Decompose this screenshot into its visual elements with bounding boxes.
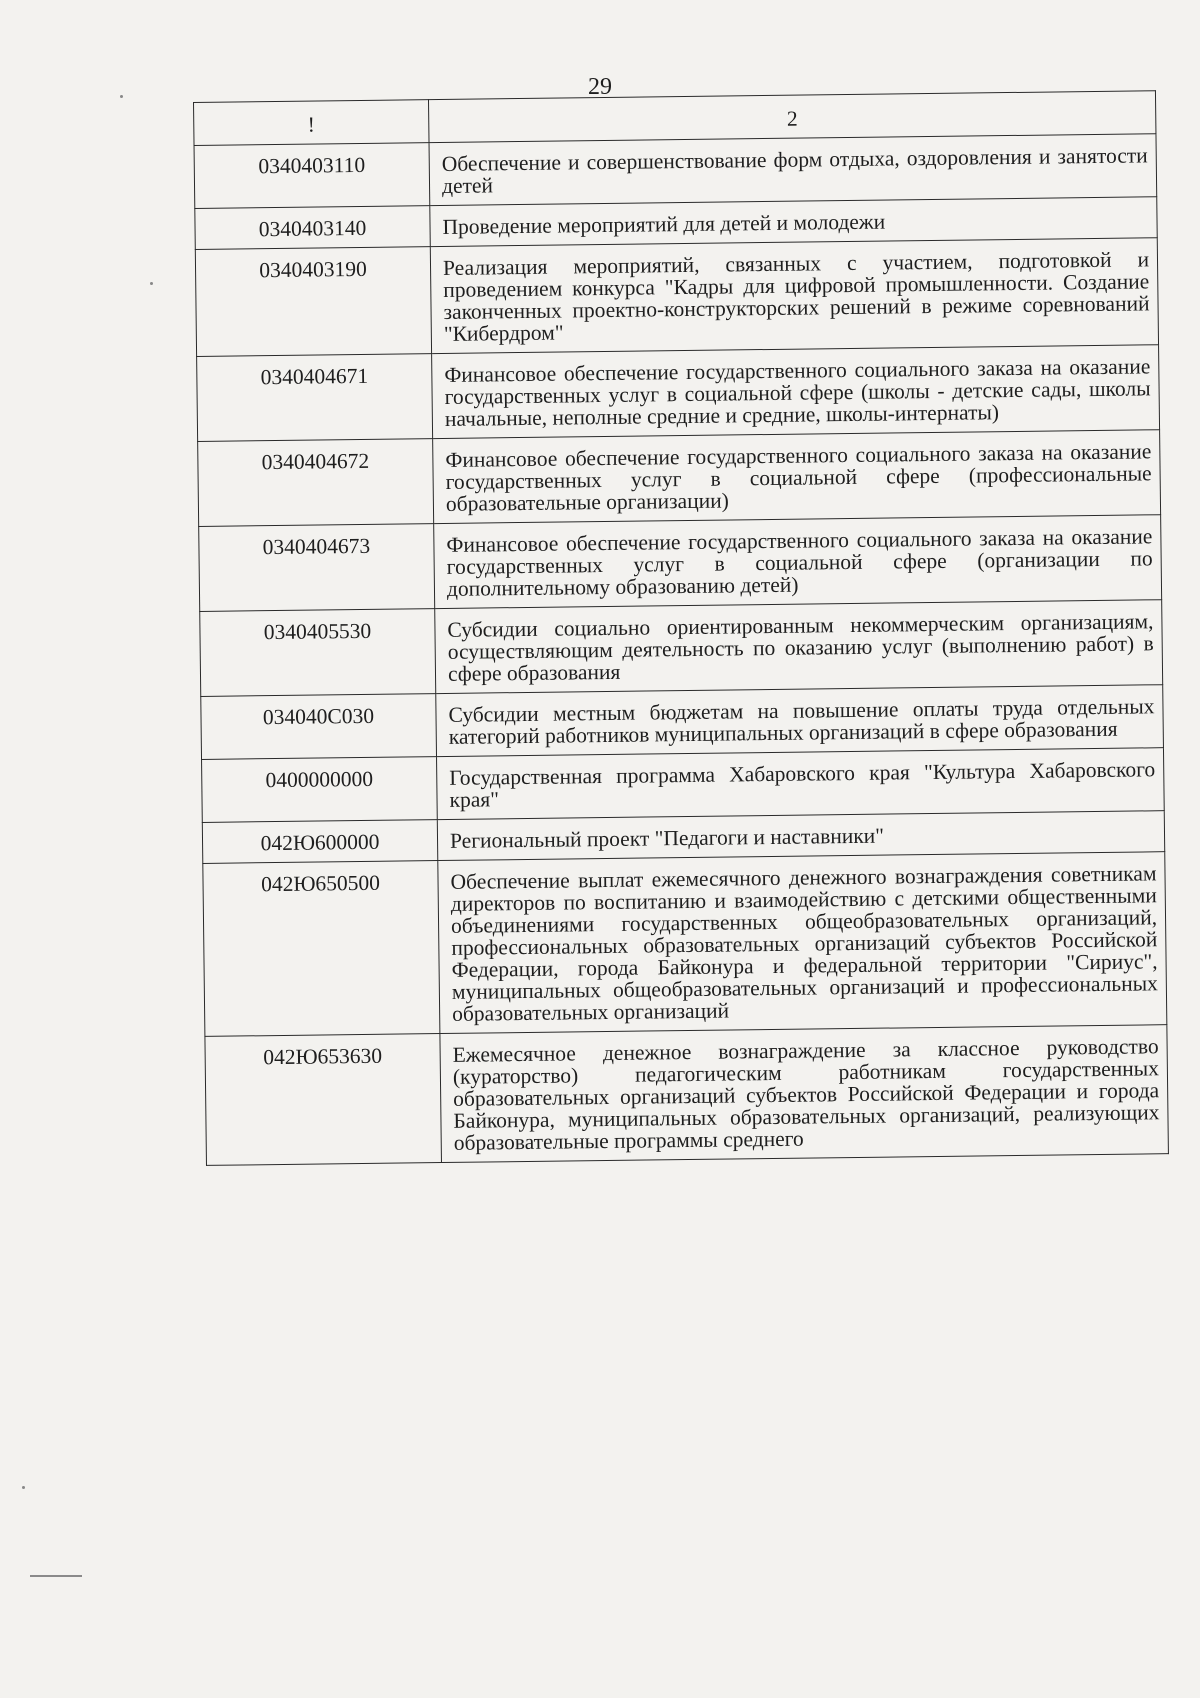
row-description: Финансовое обеспечение государственного социального заказа на оказание государственных услуг в социальной сфере (профессиональные образовательные организации) <box>433 430 1161 524</box>
row-description: Финансовое обеспечение государственного социального заказа на оказание государственных услуг в социальной сфере (организации по дополнительному образованию детей) <box>434 515 1162 609</box>
table-row <box>199 515 1162 612</box>
row-description: Реализация мероприятий, связанных с участием, подготовкой и проведением конкурса "Кадры для цифровой промышленности. Создание законченных проектно-конструкторских решений в режиме соревнований "Кибердром" <box>430 238 1158 354</box>
row-code: 0340404672 <box>198 439 434 527</box>
row-description: Проведение мероприятий для детей и молодежи <box>430 197 1157 247</box>
scan-mark <box>30 1575 82 1577</box>
row-description: Субсидии социально ориентированным некоммерческим организациям, осуществляющим деятельность по оказанию услуг (выполнению работ) в сфере образования <box>435 600 1163 694</box>
row-code: 042Ю650500 <box>203 861 440 1037</box>
row-description: Региональный проект "Педагоги и наставники" <box>437 811 1164 861</box>
row-code: 0340403140 <box>195 206 430 250</box>
table-row <box>201 685 1164 760</box>
row-code: 0340404673 <box>199 524 435 612</box>
row-description: Государственная программа Хабаровского края "Культура Хабаровского края" <box>437 748 1165 820</box>
budget-code-table-wrap <box>193 90 1168 1166</box>
row-code: 0340403190 <box>195 247 431 357</box>
row-code: 042Ю600000 <box>202 820 437 864</box>
table-row <box>198 430 1161 527</box>
budget-code-table <box>193 90 1169 1166</box>
row-code: 042Ю653630 <box>205 1034 442 1166</box>
row-code: 0340405530 <box>200 609 436 697</box>
row-description: Финансовое обеспечение государственного социального заказа на оказание государственных услуг в социальной сфере (школы - детские сады, школы начальные, неполные средние и средние, школы-интернаты) <box>432 345 1160 439</box>
row-description: Ежемесячное денежное вознаграждение за классное руководство (кураторство) педагогическим работникам государственных образовательных организаций субъектов Российской Федерации и города Байконура, муниципальных образовательных организаций, реализующих образовательные программы среднего <box>440 1025 1169 1163</box>
scan-speck <box>22 1486 25 1489</box>
column-header-code: ! <box>194 100 430 146</box>
table-row <box>202 748 1165 823</box>
table-row <box>200 600 1163 697</box>
page-number: 29 <box>588 74 612 100</box>
row-description: Субсидии местным бюджетам на повышение оплаты труда отдельных категорий работников муниципальных организаций в сфере образования <box>436 685 1164 757</box>
column-header-description: 2 <box>428 91 1155 143</box>
table-row <box>197 345 1160 442</box>
row-code: 0340404671 <box>197 354 433 442</box>
row-description: Обеспечение выплат ежемесячного денежного вознаграждения советникам директоров по воспитанию и взаимодействию с детскими общественными объединениями государственных общеобразовательных организаций, профессиональных образовательных организаций субъектов Российской Федерации, города Байконура и федеральной территории "Сириус", муниципальных общеобразовательных организаций и профессиональных образовательных организаций <box>438 852 1167 1034</box>
table-row <box>203 852 1167 1037</box>
row-description: Обеспечение и совершенствование форм отдыха, оздоровления и занятости детей <box>429 134 1157 206</box>
row-code: 034040С030 <box>201 694 437 760</box>
table-row <box>194 134 1157 209</box>
row-code: 0340403110 <box>194 143 430 209</box>
row-code: 0400000000 <box>202 757 438 823</box>
table-row <box>205 1025 1169 1166</box>
table-row <box>195 238 1158 357</box>
scan-speck <box>150 282 153 285</box>
scan-speck <box>120 95 123 98</box>
